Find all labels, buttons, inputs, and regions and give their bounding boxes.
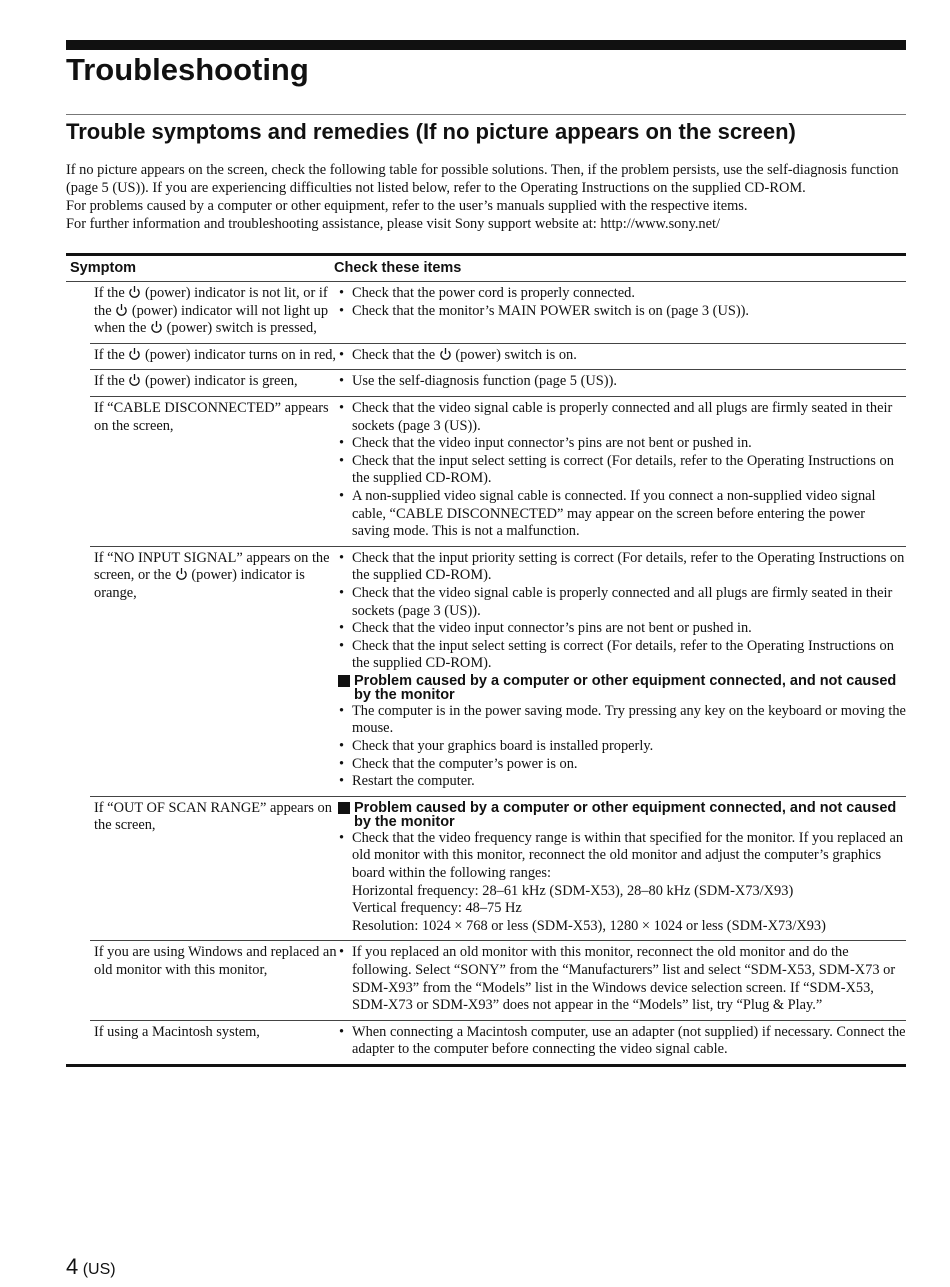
table-row bbox=[90, 797, 906, 942]
check-item: • Check that the video frequency range is within that specified for the monitor. If you replaced an old monitor with this monitor, reconnect the old monitor and adjust the computer’s graphics board within the following ranges: bbox=[338, 830, 906, 883]
check-item: • The computer is in the power saving mode. Try pressing any key on the keyboard or moving the mouse. bbox=[338, 703, 906, 738]
subheading bbox=[338, 801, 906, 829]
power-icon bbox=[128, 347, 141, 361]
check-item: • Use the self-diagnosis function (page 5 (US)). bbox=[338, 373, 906, 391]
subheading-text: Problem caused by a computer or other equipment connected, and not caused by the monitor bbox=[354, 672, 897, 703]
check-cell bbox=[337, 800, 906, 936]
check-item: • Check that the monitor’s MAIN POWER switch is on (page 3 (US)). bbox=[338, 303, 906, 321]
symptom-text: (power) indicator will not light up when the bbox=[94, 302, 329, 337]
power-icon bbox=[115, 303, 128, 317]
intro-paragraph: For problems caused by a computer or other equipment, refer to the user’s manuals supplied with the respective items. bbox=[66, 198, 748, 214]
table-row bbox=[90, 1021, 906, 1064]
symptom-header: Symptom bbox=[70, 260, 137, 276]
symptom-text: If “NO INPUT SIGNAL” appears on the screen, or the bbox=[94, 549, 330, 584]
page-number: 4 bbox=[66, 1254, 79, 1279]
check-item: • Check that the video signal cable is properly connected and all plugs are firmly seated in their sockets (page 3 (US)). bbox=[338, 585, 906, 620]
symptom-text: If the bbox=[94, 285, 125, 301]
subheading bbox=[338, 674, 906, 702]
table-row bbox=[90, 941, 906, 1020]
check-text: (power) switch is on. bbox=[455, 346, 577, 363]
page-title: Troubleshooting bbox=[66, 52, 309, 87]
check-item: • Check that the video input connector’s pins are not bent or pushed in. bbox=[338, 620, 906, 638]
power-icon bbox=[128, 285, 141, 299]
frequency-range: Horizontal frequency: 28–61 kHz (SDM-X53), 28–80 kHz (SDM-X73/X93) bbox=[352, 882, 794, 899]
subheading-text: Problem caused by a computer or other equipment connected, and not caused by the monitor bbox=[354, 799, 897, 830]
check-cell bbox=[337, 373, 906, 391]
check-item: • Restart the computer. bbox=[338, 773, 906, 791]
symptom-cell: If using a Macintosh system, bbox=[94, 1023, 260, 1040]
check-cell bbox=[337, 347, 906, 365]
frequency-range: Vertical frequency: 48–75 Hz bbox=[352, 900, 522, 917]
check-item: • Check that the video input connector’s pins are not bent or pushed in. bbox=[338, 435, 906, 453]
section-rule bbox=[66, 114, 906, 115]
symptom-cell: If “OUT OF SCAN RANGE” appears on the screen, bbox=[94, 799, 332, 834]
page-footer bbox=[66, 1254, 116, 1280]
symptom-text: If the bbox=[94, 346, 125, 363]
symptom-text: (power) switch is pressed, bbox=[166, 320, 317, 337]
page-region: (US) bbox=[82, 1261, 116, 1278]
symptom-cell bbox=[90, 373, 337, 391]
square-bullet-icon bbox=[338, 675, 350, 687]
symptom-text: (power) indicator turns on in red, bbox=[144, 346, 337, 363]
symptom-text: (power) indicator is not lit, or if the bbox=[94, 285, 328, 319]
table-header bbox=[66, 256, 906, 282]
check-item: • Check that the input select setting is correct (For details, refer to the Operating Instructions on the supplied CD-ROM). bbox=[338, 638, 906, 673]
check-cell bbox=[337, 550, 906, 791]
symptom-text: (power) indicator is green, bbox=[144, 373, 298, 390]
check-text: Check that the bbox=[352, 346, 436, 363]
intro-text bbox=[66, 161, 906, 233]
symptom-cell bbox=[90, 285, 337, 338]
troubleshooting-table bbox=[66, 253, 906, 1067]
check-item: • Check that your graphics board is installed properly. bbox=[338, 738, 906, 756]
check-items-header: Check these items bbox=[334, 260, 462, 276]
table-row bbox=[90, 547, 906, 797]
table-row bbox=[90, 370, 906, 397]
check-item: • When connecting a Macintosh computer, use an adapter (not supplied) if necessary. Connect the adapter to the computer before connecting the video signal cable. bbox=[338, 1024, 906, 1059]
check-cell bbox=[337, 285, 906, 338]
check-item: • A non-supplied video signal cable is connected. If you connect a non-supplied video signal cable, “CABLE DISCONNECTED” may appear on the screen before entering the power saving mode. This is not a malfunction. bbox=[338, 488, 906, 541]
power-icon bbox=[439, 347, 452, 361]
check-item: • Check that the power cord is properly connected. bbox=[338, 285, 906, 303]
top-rule bbox=[66, 40, 906, 50]
check-cell bbox=[337, 400, 906, 541]
symptom-cell: If “CABLE DISCONNECTED” appears on the screen, bbox=[94, 399, 329, 434]
symptom-cell bbox=[90, 550, 337, 791]
symptom-cell bbox=[90, 347, 337, 365]
table-row bbox=[90, 282, 906, 344]
check-item: • If you replaced an old monitor with this monitor, reconnect the old monitor and do the following. Select “SONY” from the “Manufacturers” list and select “SDM-X53, SDM-X73 or SDM-X93” from the “Models” list in the Windows device selection screen. If “SDM-X53, SDM-X73 or SDM-X93” does not appear in the “Models” list, try “Plug & Play.” bbox=[338, 944, 906, 1014]
power-icon bbox=[175, 567, 188, 581]
check-item: • Check that the input priority setting is correct (For details, refer to the Operating Instructions on the supplied CD-ROM). bbox=[338, 550, 906, 585]
intro-paragraph: For further information and troubleshooting assistance, please visit Sony support website at: http://www.sony.net/ bbox=[66, 216, 721, 232]
intro-paragraph: If no picture appears on the screen, check the following table for possible solutions. Then, if the problem persists, use the self-diagnosis function (page 5 (US)). If you are experiencing difficulties not listed below, refer to the Operating Instructions on the supplied CD-ROM. bbox=[66, 162, 899, 196]
check-cell bbox=[337, 944, 906, 1014]
check-item bbox=[338, 347, 906, 365]
power-icon bbox=[150, 320, 163, 334]
check-cell bbox=[337, 1024, 906, 1059]
table-row bbox=[90, 344, 906, 371]
resolution-range: Resolution: 1024 × 768 or less (SDM-X53), 1280 × 1024 or less (SDM-X73/X93) bbox=[352, 917, 826, 934]
check-item: • Check that the video signal cable is properly connected and all plugs are firmly seated in their sockets (page 3 (US)). bbox=[338, 400, 906, 435]
check-item: • Check that the computer’s power is on. bbox=[338, 756, 906, 774]
symptom-text: (power) indicator is orange, bbox=[94, 567, 305, 601]
check-item: • Check that the input select setting is correct (For details, refer to the Operating Instructions on the supplied CD-ROM). bbox=[338, 453, 906, 488]
section-title: Trouble symptoms and remedies (If no picture appears on the screen) bbox=[66, 119, 796, 144]
symptom-cell: If you are using Windows and replaced an old monitor with this monitor, bbox=[94, 944, 337, 978]
power-icon bbox=[128, 373, 141, 387]
table-row bbox=[90, 397, 906, 547]
square-bullet-icon bbox=[338, 802, 350, 814]
symptom-text: If the bbox=[94, 373, 125, 390]
